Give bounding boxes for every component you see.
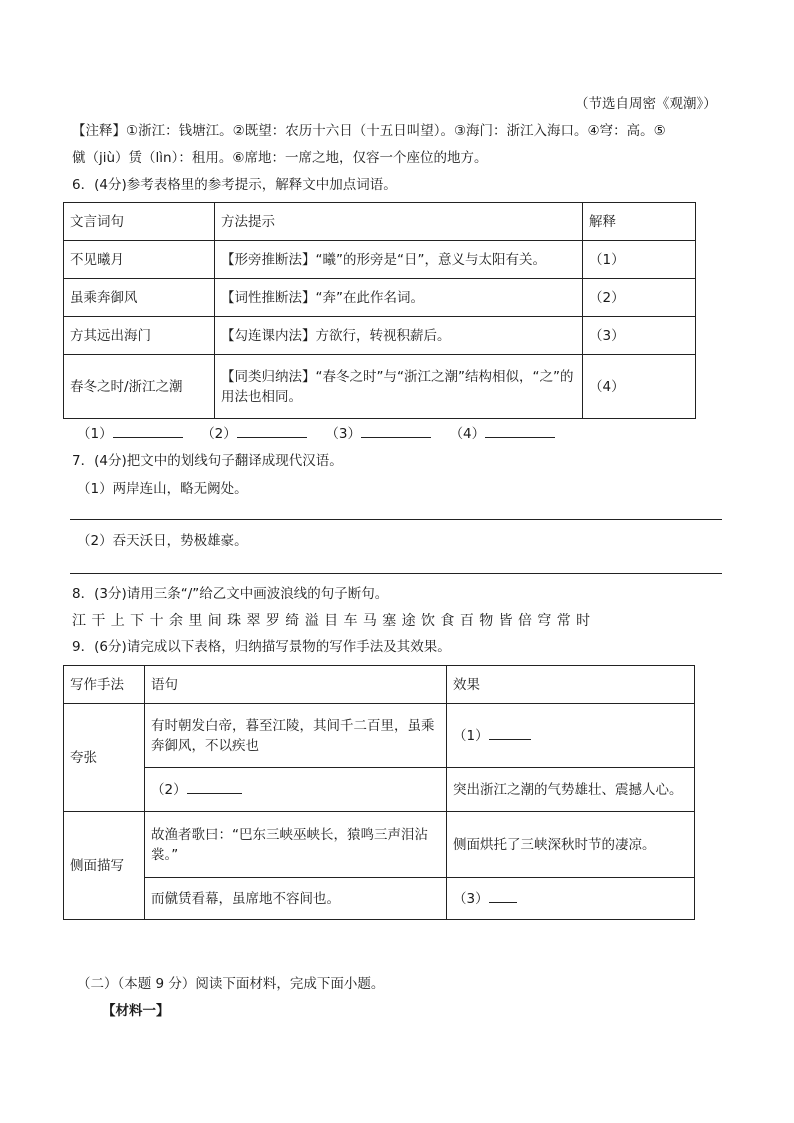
q8-char: 珠	[227, 613, 242, 629]
q8-char: 间	[207, 613, 222, 629]
q9-effect-label-3: （3）	[453, 891, 489, 907]
table-row	[64, 279, 696, 317]
q9-sentence-line-2: 裳。”	[151, 846, 179, 863]
q8-char: 常	[556, 613, 571, 629]
q8-char: 十	[149, 613, 164, 629]
q9-method-cell: 夸张	[64, 704, 145, 812]
q6-answer-label-4: （4）	[449, 426, 486, 442]
q9-sentence-line-1: 有时朝发白帝，暮至江陵，其间千二百里，虽乘	[151, 717, 435, 734]
q9-sentence-cell	[145, 768, 447, 812]
q6-answer-blank-2[interactable]	[237, 423, 307, 438]
question-7-prompt: 7．(4分)把文中的划线句子翻译成现代汉语。	[72, 453, 343, 469]
q9-effect-cell: 突出浙江之潮的气势雄壮、震撼人心。	[447, 768, 695, 812]
q6-method-cell: 【形旁推断法】“曦”的形旁是“日”，意义与太阳有关。	[215, 241, 583, 279]
q9-sentence-line-2: 奔御风，不以疾也	[151, 737, 259, 754]
q9-effect-cell	[447, 704, 695, 768]
q9-effect-blank-1[interactable]	[489, 725, 531, 740]
q8-char: 塞	[382, 613, 397, 629]
notes-line-1: 【注释】①浙江：钱塘江。②既望：农历十六日（十五日叫望）。③海门：浙江入海口。④穹：高。⑤	[72, 123, 666, 139]
notes-line-2: 僦（jiù）赁（lìn）：租用。⑥席地：一席之地，仅容一个座位的地方。	[72, 150, 488, 166]
q8-character-sequence	[72, 611, 596, 631]
q8-char: 下	[130, 613, 145, 629]
q6-phrase-cell: 春冬之时/浙江之潮	[64, 355, 215, 419]
q6-answer-line	[77, 423, 555, 444]
q8-char: 余	[168, 613, 183, 629]
q6-answer-cell: （3）	[583, 317, 696, 355]
question-9-prompt: 9．(6分)请完成以下表格，归纳描写景物的写作手法及其效果。	[72, 639, 451, 655]
table-row	[64, 768, 695, 812]
q9-header-sentence: 语句	[145, 666, 447, 704]
table-row	[64, 704, 695, 768]
q9-sentence-label-2: （2）	[151, 782, 187, 798]
table-row	[64, 878, 695, 920]
q8-char: 翠	[246, 613, 261, 629]
q9-sentence-cell	[145, 704, 447, 768]
q6-answer-label-2: （2）	[201, 426, 237, 442]
q8-char: 车	[343, 613, 358, 629]
q9-sentence-cell: 而僦赁看幕，虽席地不容间也。	[145, 878, 447, 920]
q6-answer-cell: （2）	[583, 279, 696, 317]
q9-effect-cell: 侧面烘托了三峡深秋时节的凄凉。	[447, 812, 695, 878]
table-row	[64, 241, 696, 279]
q7-item-1: （1）两岸连山，略无阙处。	[77, 481, 248, 497]
q6-answer-label-1: （1）	[77, 426, 113, 442]
q7-answer-line-1[interactable]	[70, 519, 722, 520]
table-row	[64, 355, 696, 419]
q6-answer-label-3: （3）	[325, 426, 361, 442]
material-1-label: 【材料一】	[102, 1003, 170, 1019]
q8-char: 倍	[517, 613, 532, 629]
q7-answer-line-2[interactable]	[70, 573, 722, 574]
q6-header-answer: 解释	[583, 203, 696, 241]
q8-char: 江	[72, 613, 86, 629]
q9-effect-cell	[447, 878, 695, 920]
q9-sentence-blank-2[interactable]	[187, 779, 242, 794]
q8-char: 上	[110, 613, 125, 629]
source-note: （节选自周密《观潮》）	[575, 96, 717, 112]
q6-phrase-cell: 虽乘奔御风	[64, 279, 215, 317]
q8-char: 罗	[265, 613, 280, 629]
q6-header-method: 方法提示	[215, 203, 583, 241]
q8-char: 溢	[304, 613, 319, 629]
q6-answer-blank-3[interactable]	[361, 423, 431, 438]
q6-phrase-cell: 不见曦月	[64, 241, 215, 279]
q6-answer-blank-1[interactable]	[113, 423, 183, 438]
q9-header-effect: 效果	[447, 666, 695, 704]
table-row	[64, 812, 695, 878]
q6-answer-blank-4[interactable]	[485, 423, 555, 438]
q8-char: 干	[91, 613, 106, 629]
table-row	[64, 317, 696, 355]
q6-method-line-2: 用法也相同。	[221, 388, 302, 405]
q8-char: 物	[479, 613, 494, 629]
q9-method-cell: 侧面描写	[64, 812, 145, 920]
q8-char: 百	[459, 613, 474, 629]
q6-answer-cell: （1）	[583, 241, 696, 279]
section-2-intro: （二）（本题 9 分）阅读下面材料，完成下面小题。	[77, 976, 385, 992]
question-6-prompt: 6．(4分)参考表格里的参考提示，解释文中加点词语。	[72, 177, 397, 193]
q6-table-header	[64, 203, 696, 241]
q8-char: 饮	[421, 613, 436, 629]
q9-table	[63, 665, 695, 920]
q8-char: 里	[188, 613, 203, 629]
q8-char: 目	[324, 613, 339, 629]
q6-table	[63, 202, 696, 419]
q6-answer-cell: （4）	[583, 355, 696, 419]
q6-phrase-cell: 方其远出海门	[64, 317, 215, 355]
q9-effect-label-1: （1）	[453, 728, 489, 744]
q6-method-cell: 【勾连课内法】方欲行，转视积薪后。	[215, 317, 583, 355]
q8-char: 途	[401, 613, 416, 629]
q8-char: 时	[576, 613, 591, 629]
q8-char: 穹	[537, 613, 552, 629]
question-8-prompt: 8．(3分)请用三条“/”给乙文中画波浪线的句子断句。	[72, 586, 389, 602]
q9-table-header	[64, 666, 695, 704]
q9-header-method: 写作手法	[64, 666, 145, 704]
q8-char: 食	[440, 613, 455, 629]
q9-sentence-cell	[145, 812, 447, 878]
q6-method-cell	[215, 355, 583, 419]
q6-method-cell: 【词性推断法】“奔”在此作名词。	[215, 279, 583, 317]
q6-header-phrase: 文言词句	[64, 203, 215, 241]
q8-char: 绮	[285, 613, 300, 629]
q8-char: 皆	[498, 613, 513, 629]
q9-sentence-line-1: 故渔者歌曰：“巴东三峡巫峡长，猿鸣三声泪沾	[151, 826, 428, 843]
q6-method-line-1: 【同类归纳法】“春冬之时”与“浙江之潮”结构相似，“之”的	[221, 368, 574, 385]
q9-effect-blank-3[interactable]	[489, 888, 517, 903]
q7-item-2: （2）吞天沃日，势极雄豪。	[77, 533, 248, 549]
q8-char: 马	[362, 613, 377, 629]
